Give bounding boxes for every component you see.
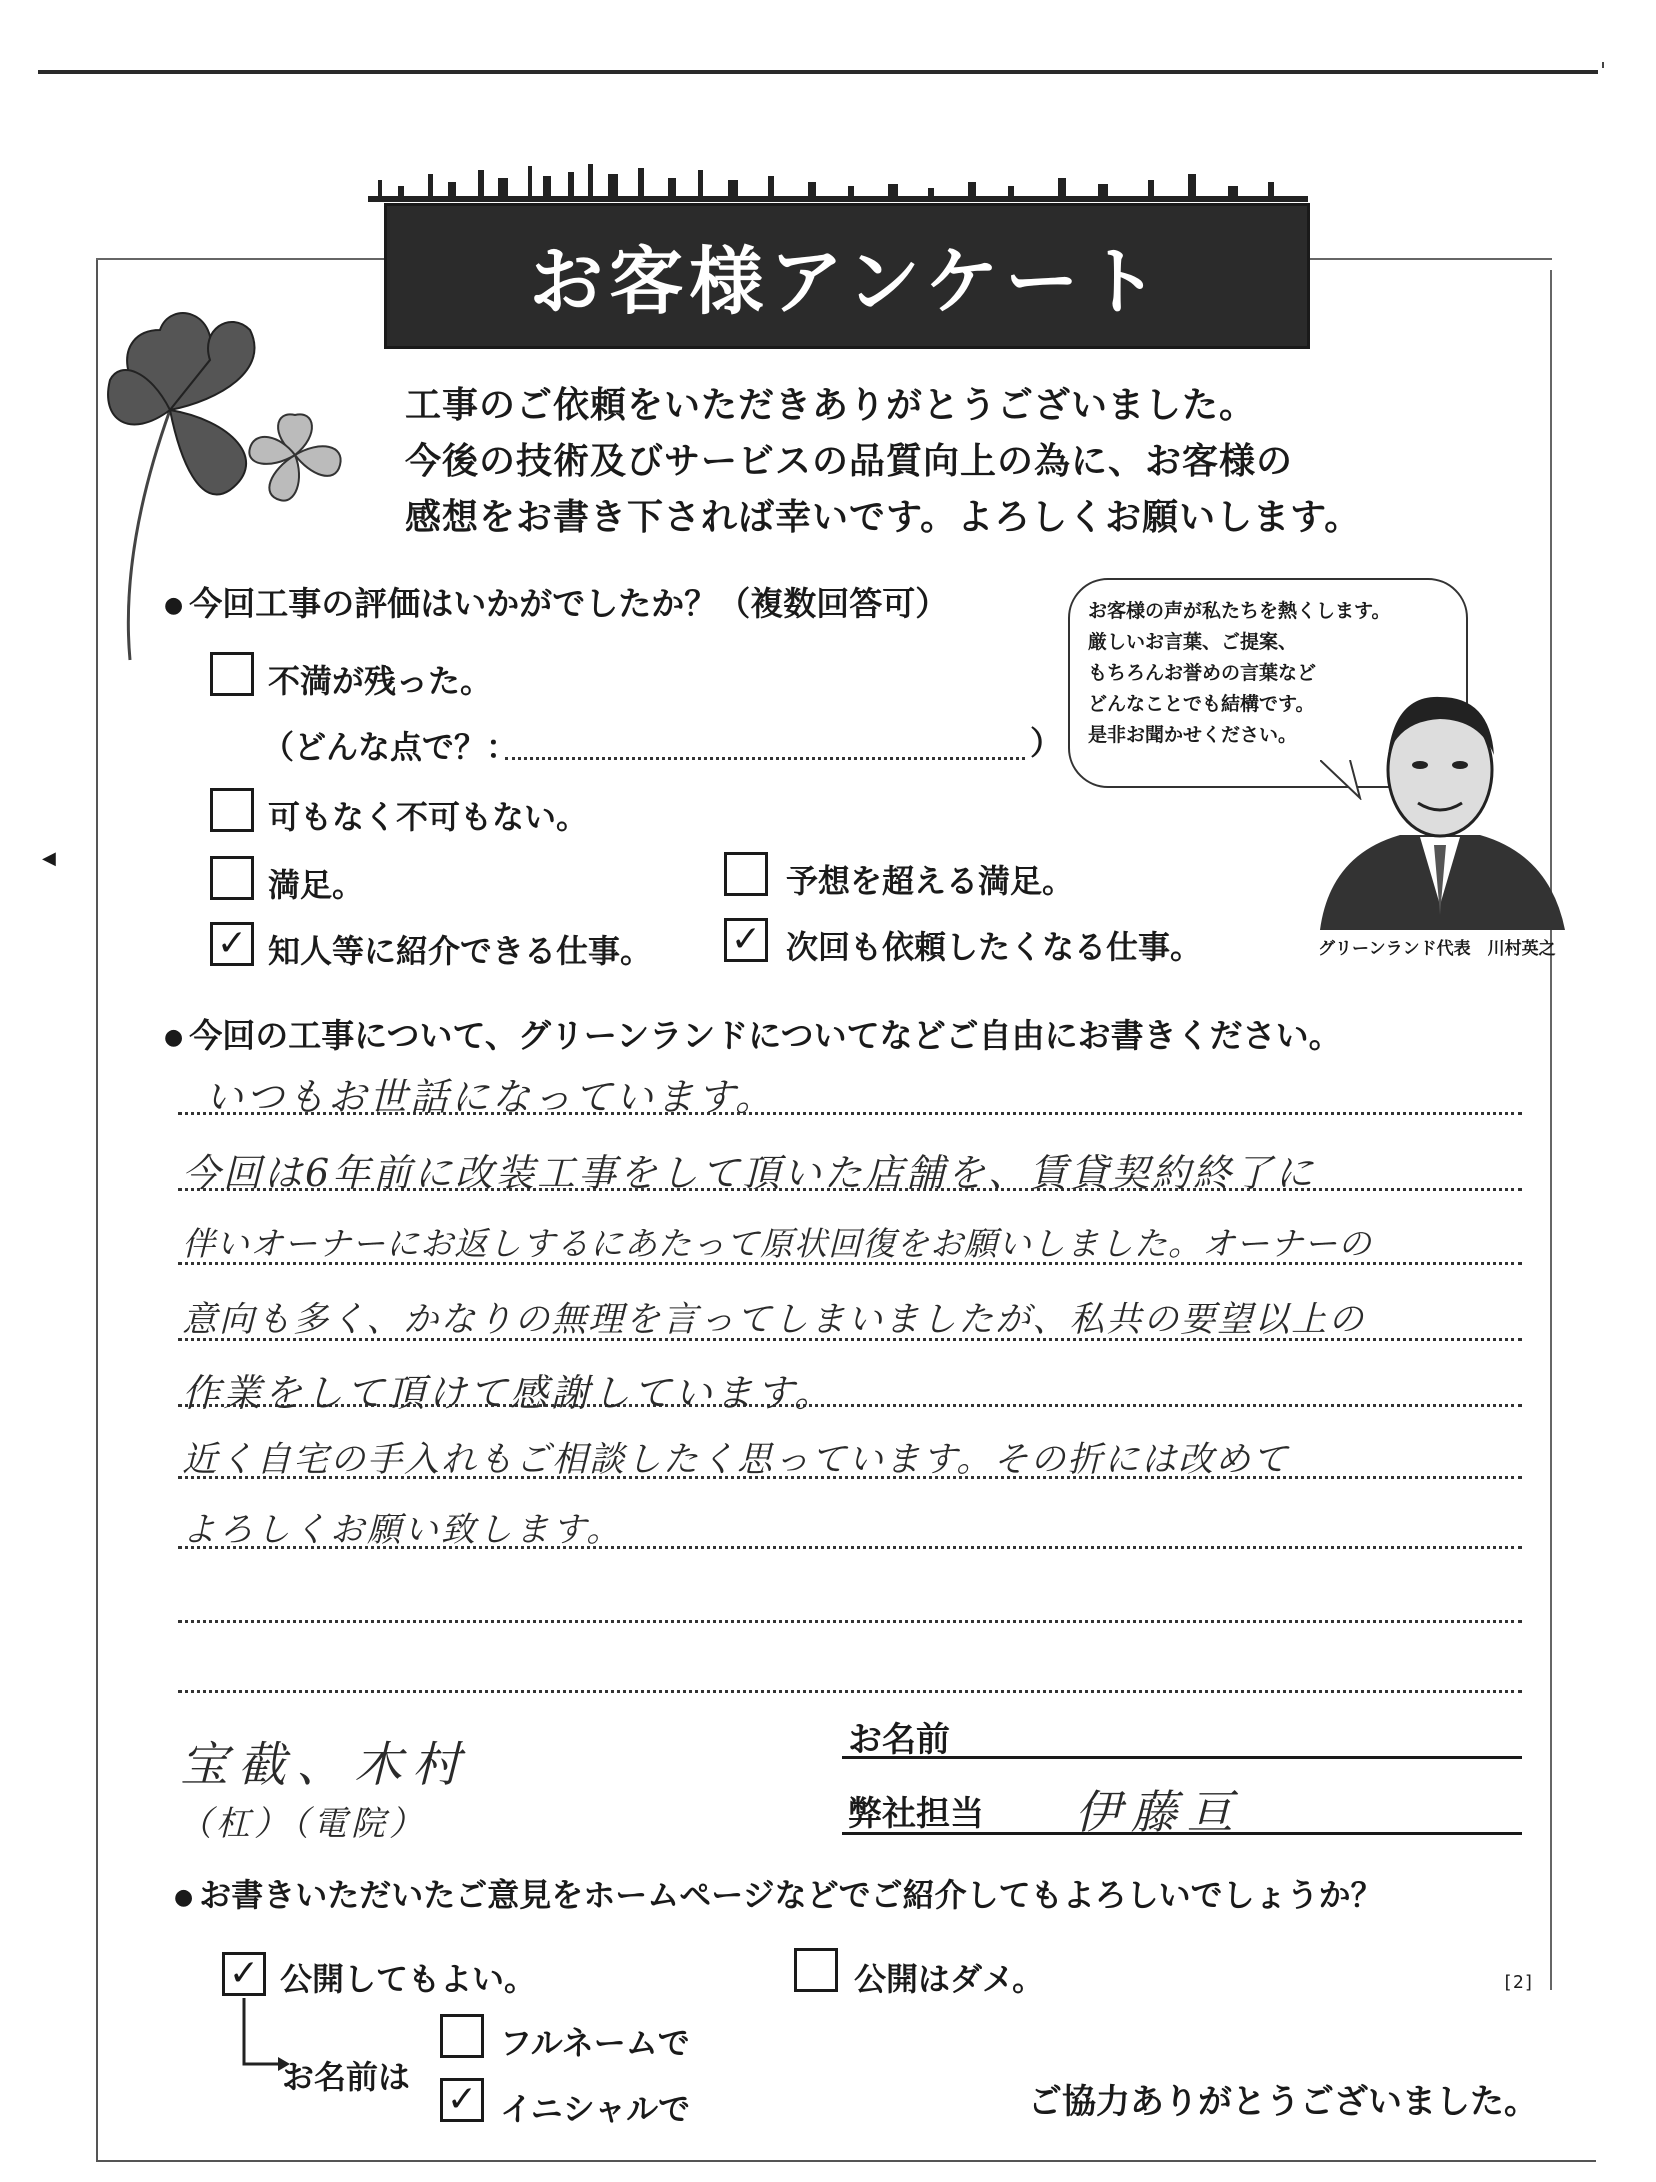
skyline-decoration-icon: [368, 160, 1308, 202]
intro-line: 感想をお書き下されば幸いです。よろしくお願いします。: [405, 497, 1362, 538]
title-banner: [384, 203, 1310, 349]
comment-line: 近く自宅の手入れもご相談したく思っています。その折には改めて: [182, 1440, 1290, 1480]
intro-line: 今後の技術及びサービスの品質向上の為に、お客様の: [405, 441, 1294, 482]
bullet-icon: ●: [164, 1025, 184, 1050]
staff-field-line: [842, 1832, 1522, 1835]
detail-input-line[interactable]: [505, 757, 1025, 760]
name-prefix: お名前は: [282, 2058, 411, 2096]
clover-icon: [100, 290, 370, 690]
q3-heading-text: お書きいただいたご意見をホームページなどでご紹介してもよろしいでしょうか？: [199, 1876, 1383, 1914]
q1-heading-text: 今回工事の評価はいかがでしたか？（複数回答可）: [189, 584, 949, 623]
checkbox-request-again[interactable]: [724, 918, 768, 962]
checkbox-publish-ok[interactable]: [222, 1952, 266, 1996]
frame-bottom: [96, 2160, 1596, 2162]
thanks-text: ご協力ありがとうございました。: [1028, 2082, 1538, 2122]
writing-line: [178, 1690, 1522, 1693]
staff-name: 伊藤亘: [1075, 1785, 1243, 1839]
option-dissatisfied: 不満が残った。: [268, 662, 493, 700]
option-initial: イニシャルで: [500, 2090, 691, 2128]
frame-left: [96, 260, 98, 2160]
option-neutral: 可もなく不可もない。: [268, 798, 589, 836]
option-recommendable: 知人等に紹介できる仕事。: [268, 932, 653, 970]
bubble-line: 厳しいお言葉、ご提案、: [1088, 631, 1298, 653]
checkbox-neutral[interactable]: [210, 788, 254, 832]
option-request-again: 次回も依頼したくなる仕事。: [786, 928, 1203, 966]
check-mark-icon: ✓: [446, 2079, 478, 2120]
frame-top-right: [1300, 258, 1552, 260]
intro-line: 工事のご依頼をいただきありがとうございました。: [405, 385, 1257, 426]
check-mark-icon: ✓: [228, 1953, 260, 1994]
page-number: [2]: [1502, 1972, 1535, 1993]
frame-top-left: [96, 258, 396, 260]
top-rule: [38, 70, 1598, 74]
check-mark-icon: ✓: [730, 919, 762, 960]
checkbox-recommendable[interactable]: [210, 922, 254, 966]
detail-prompt: （どんな点で？：: [262, 728, 519, 766]
comment-line: 意向も多く、かなりの無理を言ってしまいましたが、私共の要望以上の: [182, 1300, 1366, 1340]
checkbox-dissatisfied[interactable]: [210, 652, 254, 696]
checkbox-satisfied[interactable]: [210, 856, 254, 900]
bubble-line: お客様の声が私たちを熱くします。: [1088, 600, 1391, 622]
q3-heading: [174, 1870, 1383, 1916]
q2-heading-text: 今回の工事について、グリーンランドについてなどご自由にお書きください。: [189, 1016, 1342, 1055]
option-publish-ng: 公開はダメ。: [854, 1960, 1045, 1998]
check-mark-icon: ✓: [216, 923, 248, 964]
customer-signature: 宝截、木村: [180, 1737, 471, 1793]
comment-line: いつもお世話になっています。: [205, 1075, 776, 1119]
bubble-line: もちろんお誉めの言葉など: [1088, 662, 1317, 684]
detail-close: ）: [1030, 724, 1063, 762]
page-title: お客様アンケート: [529, 239, 1165, 325]
scan-marker-icon: ◀: [42, 848, 56, 869]
option-beyond-expectation: 予想を超える満足。: [786, 862, 1075, 900]
writing-line: [178, 1620, 1522, 1623]
customer-signature-roles: （杠）（電院）: [178, 1804, 427, 1844]
checkbox-beyond-expectation[interactable]: [724, 852, 768, 896]
president-caption: グリーンランド代表 川村英之: [1318, 939, 1556, 959]
q2-heading: [164, 1010, 1342, 1057]
comment-line: 今回は6年前に改装工事をして頂いた店舗を、賃貸契約終了に: [182, 1151, 1317, 1195]
comment-line: 作業をして頂けて感謝しています。: [182, 1371, 835, 1415]
q1-heading: [164, 578, 948, 625]
name-field-line[interactable]: [842, 1756, 1522, 1759]
intro-text: [405, 378, 1361, 546]
portrait-icon: [1300, 675, 1580, 930]
option-satisfied: 満足。: [268, 866, 365, 904]
checkbox-initial[interactable]: [440, 2078, 484, 2122]
top-rule-tick: [1602, 62, 1604, 68]
bullet-icon: ●: [164, 593, 184, 618]
bullet-icon: ●: [174, 1884, 194, 1910]
staff-label: 弊社担当: [848, 1794, 984, 1834]
comment-line: よろしくお願い致します。: [182, 1510, 624, 1550]
name-label: お名前: [848, 1720, 950, 1760]
frame-right: [1550, 270, 1552, 1990]
option-fullname: フルネームで: [500, 2024, 690, 2062]
comment-line: 伴いオーナーにお返しするにあたって原状回復をお願いしました。オーナーの: [182, 1224, 1372, 1263]
checkbox-publish-ng[interactable]: [794, 1948, 838, 1992]
bubble-line: どんなことでも結構です。: [1088, 693, 1315, 715]
bubble-line: 是非お聞かせください。: [1088, 724, 1298, 746]
option-publish-ok: 公開してもよい。: [280, 1960, 537, 1998]
checkbox-fullname[interactable]: [440, 2014, 484, 2058]
